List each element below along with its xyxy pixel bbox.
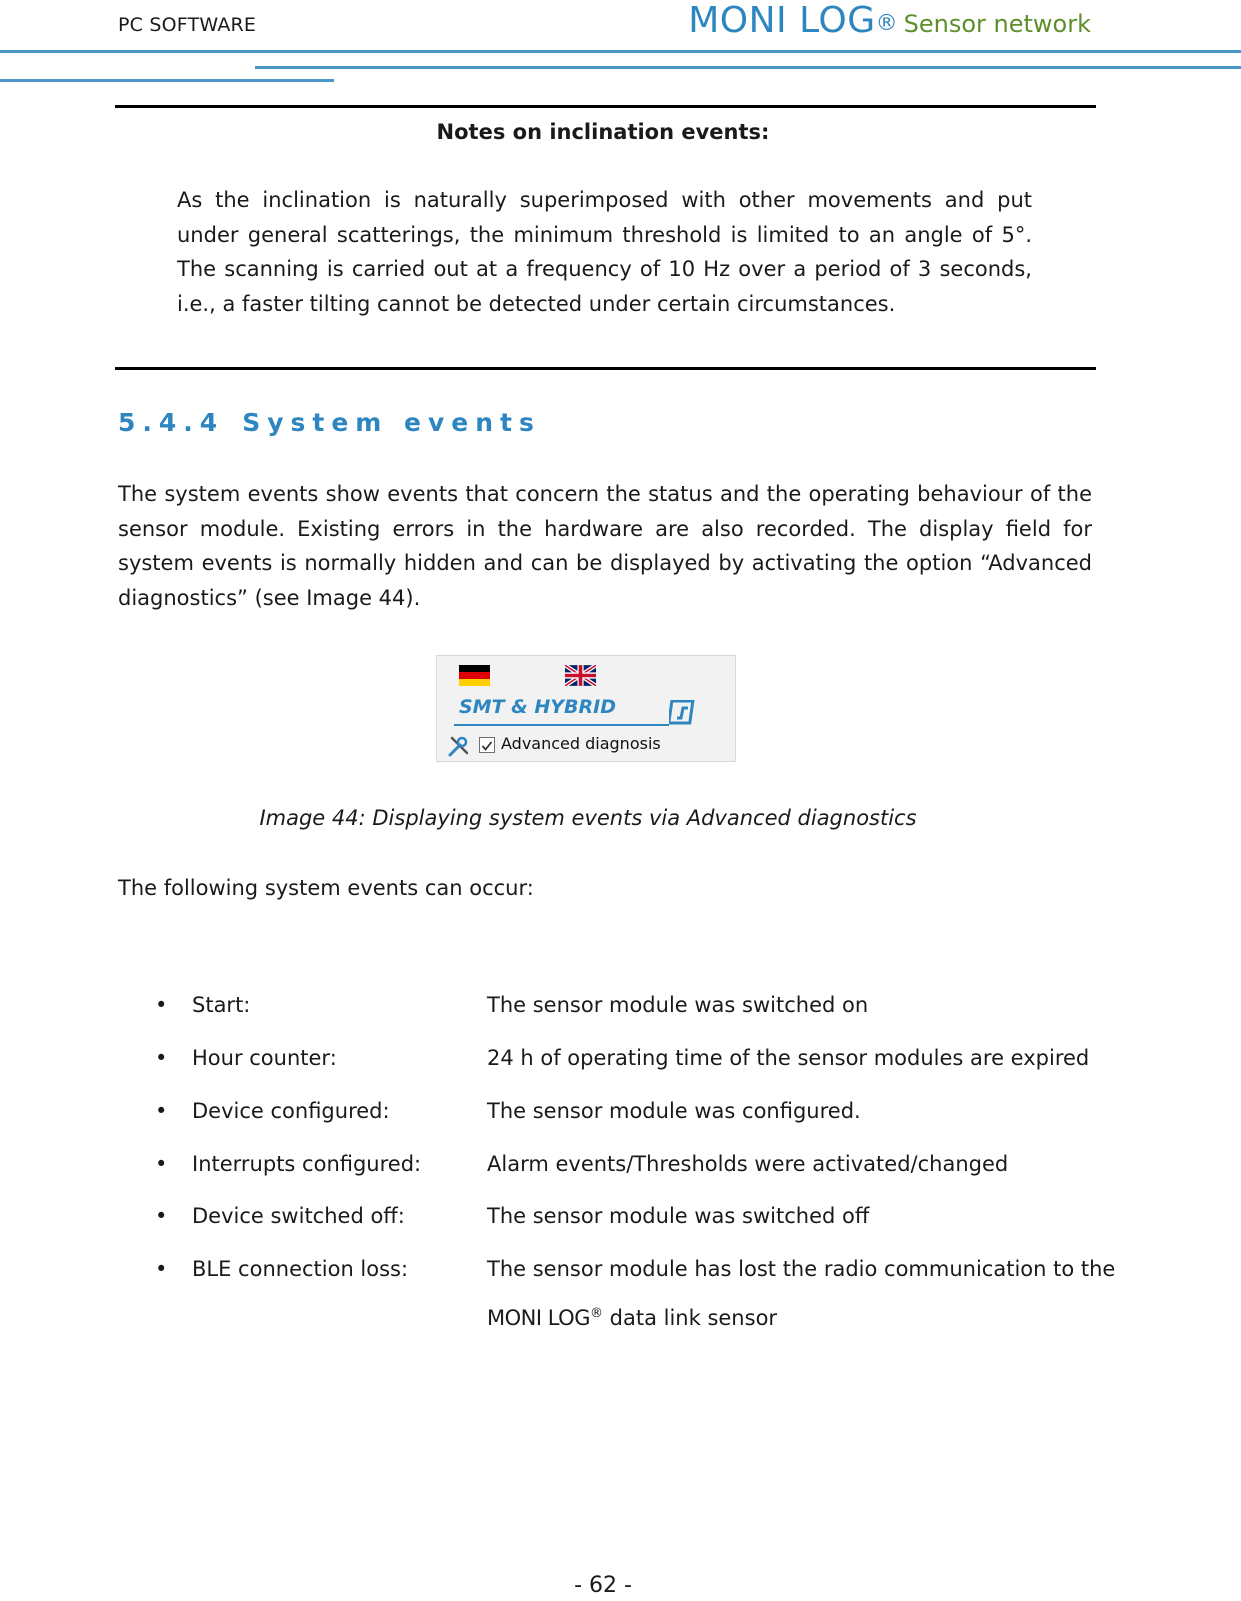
event-description: The sensor module was switched off	[487, 1204, 870, 1228]
brand-subtitle: Sensor network	[903, 10, 1091, 38]
event-term: BLE connection loss:	[192, 1257, 409, 1281]
header-section-label: PC SOFTWARE	[118, 14, 257, 36]
brand-logo	[688, 0, 1091, 41]
inline-brand-name: MONI LOG	[487, 1306, 590, 1330]
smt-hybrid-underline	[454, 724, 669, 726]
event-term: Start:	[192, 993, 251, 1017]
event-description: The sensor module was configured.	[487, 1099, 861, 1123]
brand-registered-mark: ®	[875, 10, 898, 36]
german-flag-icon[interactable]	[459, 665, 490, 686]
note-bottom-rule	[115, 367, 1096, 370]
smt-hybrid-label: SMT & HYBRID	[459, 696, 616, 718]
section-title: System events	[242, 408, 541, 437]
header-rule-accent-left	[0, 79, 334, 82]
advanced-diagnosis-screenshot	[436, 655, 736, 762]
event-description: 24 h of operating time of the sensor modules are expired	[487, 1046, 1090, 1070]
section-paragraph: The system events show events that concern the status and the operating behaviour of the sensor module. Existing errors in the hardware are also recorded. The display field for system events is normally hidden and can be displayed by activating the option “Advanced diagnostics” (see Image 44).	[118, 482, 1092, 610]
advanced-diagnosis-label[interactable]: Advanced diagnosis	[501, 734, 661, 753]
bullet: •	[155, 1046, 168, 1070]
bullet: •	[155, 1152, 168, 1176]
inline-brand-registered-mark: ®	[589, 1306, 603, 1321]
header-rule-top	[0, 50, 1241, 53]
checkmark-icon	[480, 739, 494, 753]
header-rule-accent-right	[255, 66, 1241, 69]
event-term: Hour counter:	[192, 1046, 337, 1070]
bullet: •	[155, 1204, 168, 1228]
uk-flag-icon[interactable]	[565, 665, 596, 686]
tools-icon	[447, 734, 471, 758]
event-term: Interrupts configured:	[192, 1152, 422, 1176]
bullet: •	[155, 993, 168, 1017]
smt-hybrid-logo-icon	[669, 700, 695, 726]
event-term: Device switched off:	[192, 1204, 405, 1228]
event-description: The sensor module was switched on	[487, 993, 869, 1017]
advanced-diagnosis-checkbox[interactable]	[479, 737, 495, 753]
note-title: Notes on inclination events:	[436, 120, 770, 144]
bullet: •	[155, 1257, 168, 1281]
event-term: Device configured:	[192, 1099, 390, 1123]
event-description: Alarm events/Thresholds were activated/changed	[487, 1152, 1009, 1176]
page-number: - 62 -	[574, 1573, 632, 1598]
event-description-continuation	[487, 1306, 777, 1330]
continuation-text: data link sensor	[602, 1306, 778, 1330]
brand-name: MONI LOG	[688, 0, 876, 41]
events-intro: The following system events can occur:	[118, 876, 534, 900]
image-caption: Image 44: Displaying system events via Advanced diagnostics	[259, 806, 917, 830]
note-body: As the inclination is naturally superimposed with other movements and put under general scatterings, the minimum threshold is limited to an angle of 5°. The scanning is carried out at a frequency of 10 Hz over a period of 3 seconds, i.e., a faster tilting cannot be detected under certain circumstances.	[177, 188, 1032, 316]
event-description: The sensor module has lost the radio communication to the	[487, 1257, 1116, 1281]
section-number: 5.4.4	[118, 408, 225, 437]
note-top-rule	[115, 105, 1096, 108]
bullet: •	[155, 1099, 168, 1123]
section-heading	[118, 408, 541, 437]
